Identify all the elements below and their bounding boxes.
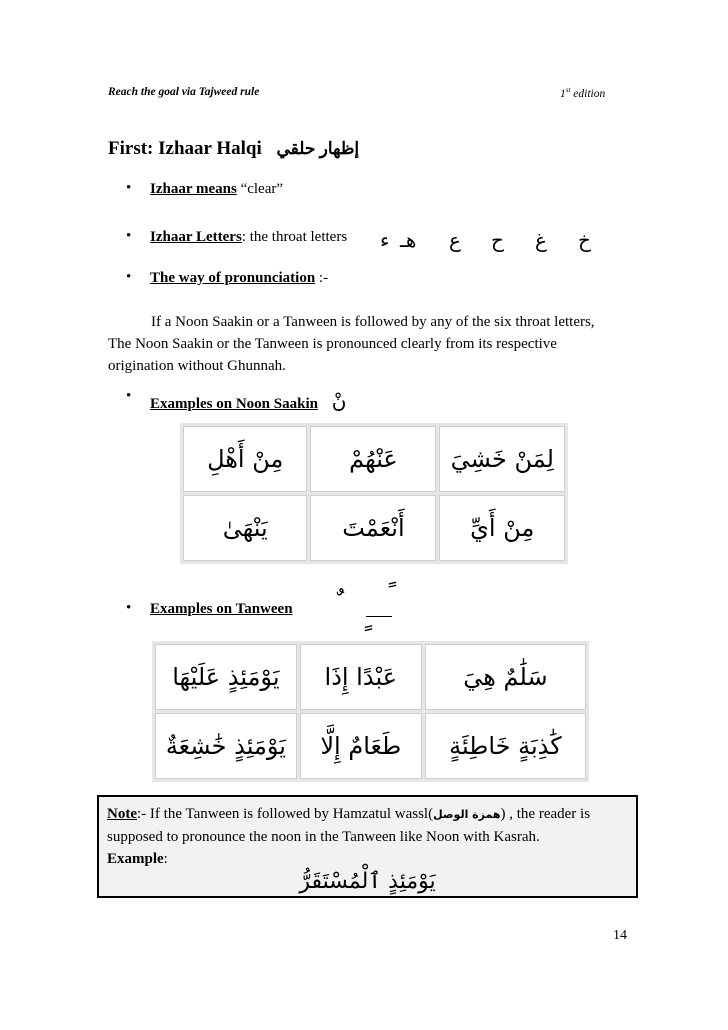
table-cell: لِمَنْ خَشِيَ [439, 426, 565, 492]
tanween-marks [330, 594, 420, 640]
edition-suffix: st [565, 86, 571, 94]
note-text [107, 803, 627, 870]
bullet-text: :- [315, 270, 329, 286]
table-cell: يَنْهَىٰ [183, 495, 307, 561]
table-row [155, 713, 586, 779]
section-title-ar: إظهار حلقي [276, 139, 360, 158]
table-cell: عَنْهُمْ [310, 426, 436, 492]
table-cell: مِنْ أَهْلِ [183, 426, 307, 492]
table-cell: مِنْ أَيِّ [439, 495, 565, 561]
table-row [155, 644, 586, 710]
note-example-label: Example [107, 851, 164, 867]
bullet-izhaar-means [126, 180, 284, 198]
table-cell: أَنْعَمْتَ [310, 495, 436, 561]
throat-letter: ء [380, 228, 390, 252]
note-label: Note [107, 806, 137, 822]
table-row [183, 426, 565, 492]
bullet-label: The way of pronunciation [150, 270, 316, 286]
note-text-part2: ) , the reader is supposed to pronounce the noon in the Tanween like Noon with Kasrah. [107, 806, 591, 845]
pronunciation-paragraph: If a Noon Saakin or a Tanween is followed by any of the six throat letters, The Noon Saakin or the Tanween is pronounced clearly from its respective origination without Ghunnah. [108, 314, 595, 374]
bullet-noon-examples [126, 388, 347, 413]
bullet-text: : the throat letters [241, 229, 348, 245]
bullet-dot-icon: • [126, 180, 132, 196]
throat-letter: خ [578, 228, 591, 252]
tanween-baseline [366, 616, 392, 617]
edition-label [560, 86, 605, 100]
bullet-tanween-examples [126, 600, 293, 618]
table-cell: عَبْدًا إِذَا [300, 644, 422, 710]
bullet-label: Examples on Noon Saakin [150, 396, 318, 412]
bullet-pronunciation [126, 269, 329, 287]
bullet-dot-icon: • [126, 269, 132, 285]
note-example-colon: : [163, 851, 168, 867]
throat-letter: ح [491, 228, 504, 252]
table-row [183, 495, 565, 561]
throat-letter: غ [535, 228, 547, 252]
running-header: Reach the goal via Tajweed rule [108, 86, 260, 98]
throat-letter: ع [449, 228, 461, 252]
bullet-dot-icon: • [126, 228, 132, 244]
table-cell: كَٰذِبَةٍ خَاطِئَةٍ [425, 713, 586, 779]
bullet-label: Izhaar means [150, 181, 237, 197]
table-cell: طَعَامٌ إِلَّا [300, 713, 422, 779]
edition-word: edition [573, 87, 606, 100]
note-hamza-ar: همزة الوصل [433, 808, 501, 821]
table-cell: سَلَٰمٌ هِيَ [425, 644, 586, 710]
bullet-label: Examples on Tanween [150, 601, 293, 617]
note-text-part1: :- If the Tanween is followed by Hamzatul wassl( [137, 806, 434, 822]
noon-examples-table [180, 423, 568, 564]
table-cell: يَوْمَئِذٍ خَٰشِعَةٌ [155, 713, 297, 779]
bullet-label: Izhaar Letters [150, 229, 242, 245]
noon-saakin-symbol: نْ [331, 389, 347, 413]
table-cell: يَوْمَئِذٍ عَلَيْهَا [155, 644, 297, 710]
tanween-examples-table [152, 641, 589, 782]
note-box [97, 795, 638, 898]
section-title-en: First: Izhaar Halqi [108, 138, 262, 159]
bullet-dot-icon: • [126, 388, 132, 404]
page-number: 14 [613, 928, 627, 943]
bullet-dot-icon: • [126, 600, 132, 616]
throat-letter: هـ [400, 228, 417, 252]
bullet-izhaar-letters [126, 228, 348, 246]
bullet-text: “clear” [240, 181, 284, 197]
section-title [108, 138, 359, 160]
edition-number: 1 [560, 87, 566, 100]
note-example-ar: يَوْمَئِذٍ ٱلْمُسْتَقَرُّ [299, 869, 436, 894]
